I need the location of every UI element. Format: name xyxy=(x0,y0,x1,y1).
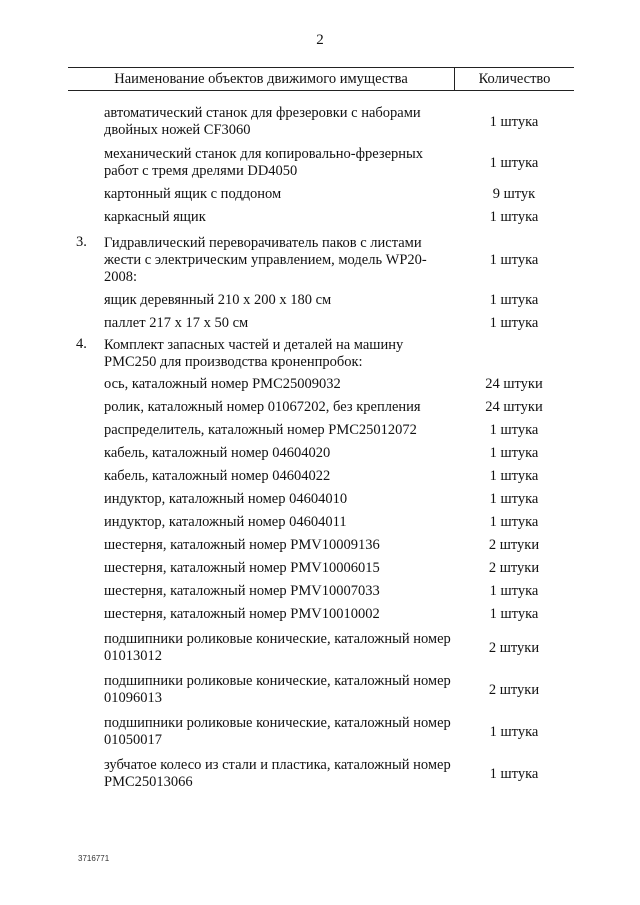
item-quantity: 9 штук xyxy=(492,186,536,202)
item-name: автоматический станок для фрезеровки с наборами двойных ножей CF3060 xyxy=(104,105,421,138)
column-header-name: Наименование объектов движимого имущества xyxy=(114,70,408,87)
item-name: ящик деревянный 210 х 200 х 180 см xyxy=(104,292,332,308)
item-name: зубчатое колесо из стали и пластика, каталожный номер PMC25013066 xyxy=(104,757,451,790)
item-quantity: 1 штука xyxy=(489,514,539,530)
table-row xyxy=(68,374,574,394)
table-row xyxy=(68,208,574,227)
item-quantity: 1 штука xyxy=(489,723,539,740)
item-quantity: 2 штуки xyxy=(488,537,540,553)
item-name: механический станок для копировально-фрезерных работ с тремя дрелями DD4050 xyxy=(104,146,424,179)
item-quantity: 1 штука xyxy=(489,251,539,268)
table-row xyxy=(68,672,574,708)
table-row xyxy=(68,490,574,509)
document-code: 3716771 xyxy=(78,854,110,863)
row-number: 3. xyxy=(76,234,87,250)
item-name: распределитель, каталожный номер PMC25012072 xyxy=(104,422,417,438)
section-heading-row xyxy=(68,336,574,372)
item-quantity: 24 штуки xyxy=(485,375,543,392)
item-quantity: 24 штуки xyxy=(485,399,543,415)
item-name: кабель, каталожный номер 04604022 xyxy=(104,468,331,484)
item-quantity: 1 штука xyxy=(489,491,539,507)
row-number: 4. xyxy=(76,336,87,352)
table-row xyxy=(68,234,574,286)
item-quantity: 1 штука xyxy=(489,606,539,622)
item-quantity: 1 штука xyxy=(489,292,539,308)
table-row xyxy=(68,145,574,181)
table-row xyxy=(68,185,574,204)
item-quantity: 1 штука xyxy=(489,445,539,461)
item-quantity: 1 штука xyxy=(489,154,539,171)
table-row xyxy=(68,104,574,140)
item-name: подшипники роликовые конические, каталожный номер 01096013 xyxy=(104,673,451,706)
table-row xyxy=(68,559,574,578)
item-quantity: 1 штука xyxy=(489,315,539,331)
item-name: подшипники роликовые конические, каталожный номер 01013012 xyxy=(104,631,451,664)
table-row xyxy=(68,536,574,555)
item-name: шестерня, каталожный номер PMV10010002 xyxy=(104,606,380,622)
item-quantity: 1 штука xyxy=(489,209,539,225)
item-name: подшипники роликовые конические, каталожный номер 01050017 xyxy=(104,715,451,748)
item-quantity: 2 штуки xyxy=(488,560,540,576)
item-name: кабель, каталожный номер 04604020 xyxy=(104,445,331,461)
item-quantity: 2 штуки xyxy=(488,681,540,698)
table-header xyxy=(68,67,574,91)
item-name: шестерня, каталожный номер PMV10009136 xyxy=(104,537,380,553)
table-row xyxy=(68,605,574,624)
item-name: шестерня, каталожный номер PMV10006015 xyxy=(104,560,380,576)
table-row xyxy=(68,291,574,310)
table-row xyxy=(68,582,574,601)
item-name: Комплект запасных частей и деталей на машину PMC250 для производства кроненпробок: xyxy=(104,337,404,370)
table-row xyxy=(68,398,574,417)
item-name: каркасный ящик xyxy=(104,209,206,225)
item-name: ролик, каталожный номер 01067202, без крепления xyxy=(104,399,421,415)
item-quantity: 1 штука xyxy=(489,583,539,599)
item-quantity: 1 штука xyxy=(489,468,539,484)
item-quantity: 1 штука xyxy=(489,113,539,130)
item-quantity: 2 штуки xyxy=(488,639,540,656)
table-row xyxy=(68,756,574,792)
table-row xyxy=(68,714,574,750)
item-quantity: 1 штука xyxy=(489,422,539,438)
item-name: паллет 217 х 17 х 50 см xyxy=(104,315,249,331)
item-name: шестерня, каталожный номер PMV10007033 xyxy=(104,583,380,599)
table-row xyxy=(68,314,574,333)
items-table-body xyxy=(68,104,574,792)
item-quantity: 1 штука xyxy=(489,765,539,782)
table-row xyxy=(68,444,574,463)
item-name: ось, каталожный номер PMC25009032 xyxy=(104,375,341,392)
page-number: 2 xyxy=(316,32,324,48)
table-row xyxy=(68,630,574,666)
item-name: Гидравлический переворачиватель паков с листами жести с электрическим управлением, модель WP20-2008: xyxy=(104,234,427,285)
item-name: индуктор, каталожный номер 04604010 xyxy=(104,491,348,507)
table-row xyxy=(68,421,574,440)
item-name: картонный ящик с поддоном xyxy=(104,186,282,202)
item-name: индуктор, каталожный номер 04604011 xyxy=(104,514,347,530)
table-row xyxy=(68,467,574,486)
table-row xyxy=(68,513,574,532)
column-header-quantity: Количество xyxy=(454,68,574,90)
